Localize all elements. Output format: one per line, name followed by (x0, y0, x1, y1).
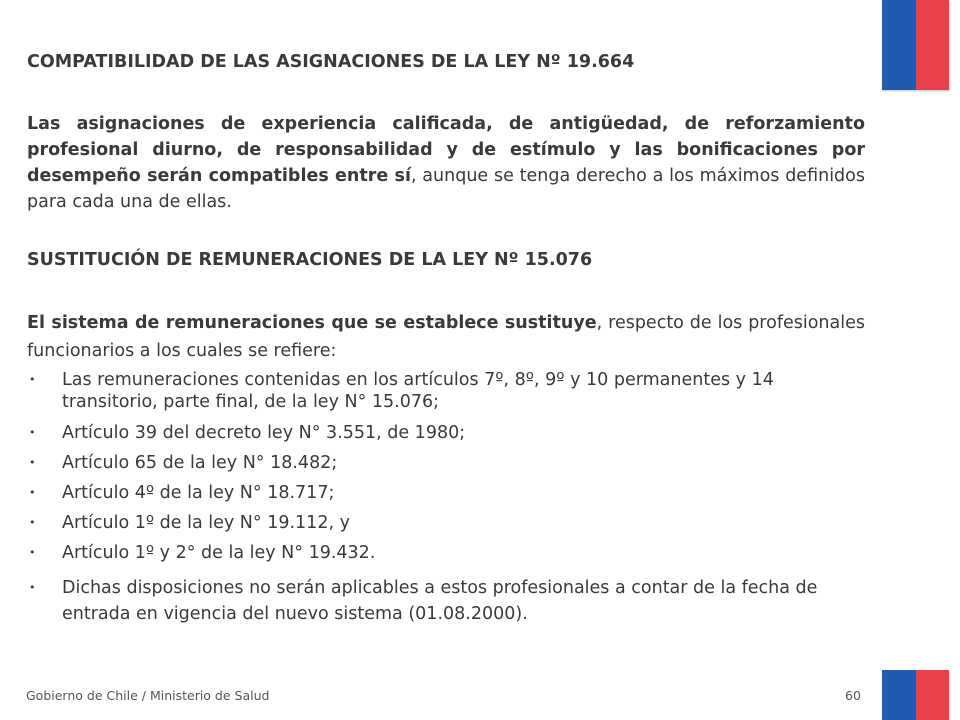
bullet-icon: • (29, 373, 36, 386)
list-item (27, 369, 867, 413)
bullet-icon: • (29, 456, 36, 469)
page-number: 60 (845, 688, 861, 703)
section2-intro-bold: El sistema de remuneraciones que se establece sustituye (27, 313, 597, 333)
list-item (27, 422, 867, 444)
section2-heading: SUSTITUCIÓN DE REMUNERACIONES DE LA LEY Nº 15.076 (27, 250, 593, 270)
section2-intro (27, 309, 865, 365)
list-item-text: Dichas disposiciones no serán aplicables a estos profesionales a contar de la fecha de entrada en vigencia del nuevo sistema (01.08.2000). (62, 578, 818, 624)
list-item-text: Artículo 1º de la ley N° 19.112, y (62, 513, 350, 533)
flag-red-band (916, 670, 950, 720)
list-item (27, 482, 867, 504)
list-item (27, 512, 867, 534)
list-item (27, 542, 867, 564)
flag-red-band (916, 0, 950, 90)
flag-blue-band (882, 670, 916, 720)
bullet-icon: • (29, 546, 36, 559)
list-item-text: Las remuneraciones contenidas en los artículos 7º, 8º, 9º y 10 permanentes y 14 transitorio, parte final, de la ley N° 15.076; (62, 370, 774, 412)
list-item-text: Artículo 1º y 2° de la ley N° 19.432. (62, 543, 376, 563)
sustitucion-list (27, 369, 867, 627)
chile-flag-bottom-decoration (882, 670, 949, 720)
list-item-text: Artículo 65 de la ley N° 18.482; (62, 453, 338, 473)
bullet-icon: • (29, 486, 36, 499)
section2-intro-paragraph (27, 309, 865, 365)
section2-intro-rest: , respecto de los profesionales funcionarios a los cuales se refiere: (27, 313, 865, 361)
bullet-icon: • (29, 516, 36, 529)
section1-heading-block (27, 51, 865, 73)
bullet-icon: • (29, 426, 36, 439)
chile-flag-top-decoration (882, 0, 949, 90)
footer-text: Gobierno de Chile / Ministerio de Salud (26, 688, 270, 703)
section1-body-rest: , aunque se tenga derecho a los máximos definidos para cada una de ellas. (27, 166, 865, 212)
flag-blue-band (882, 0, 916, 90)
list-item-text: Artículo 4º de la ley N° 18.717; (62, 483, 335, 503)
section1-body (27, 111, 865, 215)
section1-body-bold: Las asignaciones de experiencia calificada, de antigüedad, de reforzamiento profesional diurno, de responsabilidad y de estímulo y las bonificaciones por desempeño serán compatibles entre sí (27, 114, 865, 186)
section1-heading: COMPATIBILIDAD DE LAS ASIGNACIONES DE LA LEY Nº 19.664 (27, 52, 635, 72)
section2-heading-block (27, 249, 865, 271)
bullet-icon: • (29, 581, 36, 594)
list-item (27, 575, 867, 627)
list-item-text: Artículo 39 del decreto ley N° 3.551, de 1980; (62, 423, 466, 443)
list-item (27, 452, 867, 474)
section1-paragraph (27, 111, 865, 215)
